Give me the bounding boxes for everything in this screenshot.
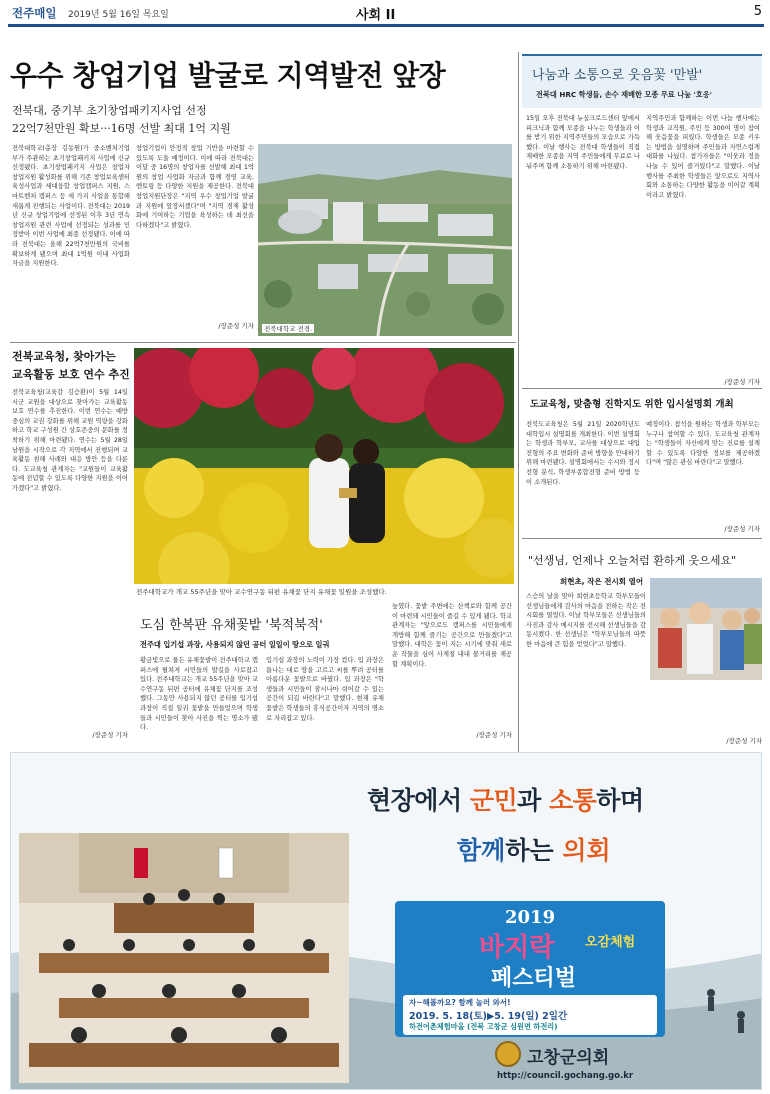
ad-headline-text: 하는 [505, 836, 563, 865]
festival-banner [395, 901, 665, 1037]
sharing-box-header [522, 54, 762, 108]
flower-byline: /장준성 기자 [476, 731, 512, 739]
ad-headline-2 [457, 831, 611, 867]
header-rule [8, 24, 764, 27]
campus-aerial-photo [258, 144, 512, 336]
festival-title-1: 바지락 [479, 933, 555, 963]
divider [522, 388, 762, 389]
sharing-column-1: 15일 오후 전북대 뉴실크로드센터 앞에서 피크닉과 함께 모종을 나누는 학생들과 이를 받기 위한 지역주민들의 모습으로 가득했다. 이날 행사는 전북대 학생들이 직접 재배한 모종을 지역 주민들에게 무료로 나눠주며 함께 소통하기 위해 마련됐다. [526, 115, 640, 170]
flower-photo-caption: 전주대학교가 개교 55주년을 맞아 교수연구동 뒤편 유채꽃 단지 유채꽃 일원을 조성했다. [134, 584, 514, 598]
ad-headline-text: 과 [517, 786, 549, 815]
divider [522, 538, 762, 539]
admission-byline: /장준성 기자 [724, 525, 760, 533]
section-name: 사회 II [356, 8, 396, 23]
teacher-article-text: 스승의 날을 맞아 희현초등학교 학부모들이 선생님들에게 감사의 마음을 전하는 작은 전시회를 열었다. 이날 학부모들은 선생님들의 사진과 감사 메시지를 전시해 선생님들을 감동시켰다. 한 선생님은 "학부모님들의 따뜻한 마음에 큰 힘을 얻었다"고 말했다. [526, 593, 646, 648]
issue-date: 2019년 5월 16일 목요일 [68, 10, 169, 20]
festival-place: 하전어촌체험마을 (전북 고창군 심원면 하전리) [409, 1022, 558, 1031]
sharing-byline: /장준성 기자 [724, 378, 760, 386]
edu-article-text: 전북교육청(교육감 김승환)이 5월 14일 시군 교원을 대상으로 찾아가는 교육활동 보호 연수를 추진한다. 이번 연수는 예방 중심의 교권 강화를 위해 교원 역량을 강화하고 학교 구성원 간 상호존중의 문화를 정착하기 위해 마련됐다. 연수는 5월 28일 남원을 시작으로 각 지역에서 진행되며 교육활동 침해 사례와 대응 방안 등을 다룬다. 도교육청 관계자는 "교원들이 교육활동에 전념할 수 있도록 다양한 지원을 이어가겠다"고 밝혔다. [12, 389, 128, 492]
festival-year: 2019 [505, 907, 556, 928]
flower-subheading: 전주대 입기섭 과장, 사용되지 않던 공터 일일이 땅으로 일궈 [140, 640, 330, 649]
column-divider [518, 52, 519, 772]
council-emblem-icon [495, 1041, 521, 1067]
ad-headline-highlight: 소통 [548, 786, 597, 815]
teacher-subheading: 희현초, 작은 전시회 열어 [560, 577, 644, 586]
council-advertisement [10, 752, 762, 1090]
lead-subheading-1: 전북대, 중기부 초기창업패키지사업 선정 [12, 104, 207, 117]
teacher-headline: "선생님, 언제나 오늘처럼 환하게 웃으세요" [528, 554, 737, 567]
rapeseed-flower-photo [134, 348, 514, 598]
lead-column-2: 창업기업이 안정적 창업 기반을 마련할 수 있도록 도울 예정이다. 이에 따라 전북대는 이달 중 16명의 창업자를 선발해 최대 1억 원의 창업 사업화 자금과 함께 경영 교육, 멘토링 등 다양한 지원을 제공한다. 전북대 창업지원단장은 "지역 우수 창업기업 발굴과 지원에 앞장서겠다"며 "지역 경제 활성화에 기여하는 기업을 육성하는 데 최선을 다하겠다"고 밝혔다. [136, 145, 254, 229]
festival-slogan: 자~해볼까요? 함께 놀러 와서! [409, 998, 511, 1007]
council-url[interactable]: http://council.gochang.go.kr [497, 1071, 634, 1081]
teacher-side-text [650, 684, 762, 732]
festival-title-3: 페스티벌 [491, 966, 577, 991]
admission-headline: 도교육청, 맞춤형 진학지도 위한 입시설명회 개최 [530, 399, 734, 410]
flower-column-3: 높였다. 꽃밭 주변에는 산책로와 함께 공간이 마련돼 시민들이 즐길 수 있게 됐다. 학교 관계자는 "앞으로도 캠퍼스를 시민들에게 개방해 함께 즐기는 공간으로 만들겠다"고 말했다. 대학은 꽃이 지는 시기에 맞춰 새로운 작물을 심어 사계절 내내 볼거리를 제공할 계획이다. [392, 603, 512, 668]
sharing-subheading: 전북대 HRC 학생들, 손수 재배한 모종 무료 나눔 '호응' [536, 90, 712, 99]
ad-headline-text: 하며 [596, 786, 644, 815]
admission-column-1: 전북도교육청은 5월 21일 2020학년도 대학입시 설명회를 개최한다. 이번 설명회는 학생과 학부모, 교사를 대상으로 대입 전형의 주요 변화와 준비 방향을 안내하기 위해 마련됐다. 설명회에서는 수시와 정시 전형 분석, 학생부종합전형 준비 방법 등이 소개된다. [526, 421, 640, 486]
council-session-photo [19, 833, 349, 1083]
edu-headline-2: 교육활동 보호 연수 추진 [12, 368, 130, 381]
newspaper-brand: 전주매일 [12, 6, 57, 20]
council-name: 고창군의회 [527, 1048, 610, 1068]
lead-column-1: 전북대학교(총장 김동원)가 중소벤처기업부가 주관하는 초기창업패키지 사업에 신규 선정됐다. 초기창업패키지 사업은 창업자 창업지원 활성화를 위해 기존 창업보육센터 육성사업과 세대융합 창업캠퍼스 지원, 스마트벤처 캠퍼스 등 세 가지 사업을 통합해 새롭게 진행되는 사업이다. 전북대는 2019년 신규 창업기업에 선정된 이후 3년 연속 창업지원 관련 사업에 선정되는 성과를 인정받아 이번 사업에 최종 선정됐다. 이에 따라 전북대는 올해 22억7천만원의 국비를 확보하게 됐으며 최대 1억원 이내 사업화 자금을 지원한다. [12, 145, 130, 268]
page-header [10, 4, 762, 22]
flower-headline: 도심 한복판 유채꽃밭 '북적북적' [140, 618, 323, 633]
ad-headline-1 [367, 781, 644, 817]
ad-headline-highlight: 군민 [469, 786, 518, 815]
sharing-column-2: 지역주민과 함께하는 이번 나눔 행사에는 학생과 교직원, 주민 등 300여 명이 참여해 웃음꽃을 피웠다. 학생들은 모종 키우는 방법을 설명하며 주민들과 자연스럽게 대화를 나눴다. 참가자들은 "이웃과 정을 나눌 수 있어 즐거웠다"고 말했다. 이날 행사를 주최한 학생들은 앞으로도 지역사회와 소통하는 다양한 활동을 이어갈 계획이라고 밝혔다. [646, 115, 760, 199]
admission-column-2: 예정이다. 참석을 원하는 학생과 학부모는 누구나 참여할 수 있다. 도교육청 관계자는 "학생들이 자신에게 맞는 진로를 설계할 수 있도록 다양한 정보를 제공하겠다"며 "많은 관심 바란다"고 말했다. [646, 421, 760, 467]
teacher-students-photo [650, 578, 762, 680]
edu-headline-1: 전북교육청, 찾아가는 [12, 350, 116, 363]
ad-headline-text: 현장에서 [367, 786, 470, 815]
festival-title-2: 오감체험 [585, 935, 636, 950]
lead-subheading-2: 22억7천만원 확보···16명 선발 최대 1억 지원 [12, 122, 231, 135]
flower-column-1: 황금빛으로 물든 유채꽃밭이 전주대학교 캠퍼스에 펼쳐져 시민들의 발길을 사로잡고 있다. 전주대학교는 개교 55주년을 맞아 교수연구동 뒤편 공터에 유채꽃 단지를 조성했다. 그동안 사용되지 않던 공터를 입기섭 과장이 직접 일궈 꽃밭을 만들었으며 학생들과 시민들이 찾아 사진을 찍는 명소가 됐다. [140, 657, 258, 732]
lead-photo-caption: 전북대학교 전경. [264, 325, 313, 333]
divider [10, 342, 516, 343]
page-number: 5 [753, 4, 762, 19]
sharing-headline: 나눔과 소통으로 웃음꽃 '만발' [532, 68, 703, 83]
lead-headline: 우수 창업기업 발굴로 지역발전 앞장 [10, 59, 446, 92]
ad-headline-highlight: 함께 [457, 836, 506, 865]
flower-column-2: 입기섭 과장의 노력이 가장 컸다. 입 과장은 틈나는 대로 땅을 고르고 씨를 뿌려 공터를 아름다운 꽃밭으로 바꿨다. 입 과장은 "학생들과 시민들이 잠시나마 쉬어갈 수 있는 공간이 되길 바란다"고 말했다. 현재 유채꽃밭은 학생들의 휴식공간이자 지역의 명소로 자리잡고 있다. [266, 657, 384, 722]
lead-byline: /장준성 기자 [218, 322, 254, 330]
edu-byline: /장준성 기자 [92, 731, 128, 739]
ad-headline-highlight: 의회 [562, 836, 611, 865]
festival-info-panel [403, 995, 657, 1035]
teacher-byline: /장준성 기자 [726, 737, 762, 745]
festival-dates: 2019. 5. 18(토)▶5. 19(일) 2일간 [409, 1011, 568, 1022]
